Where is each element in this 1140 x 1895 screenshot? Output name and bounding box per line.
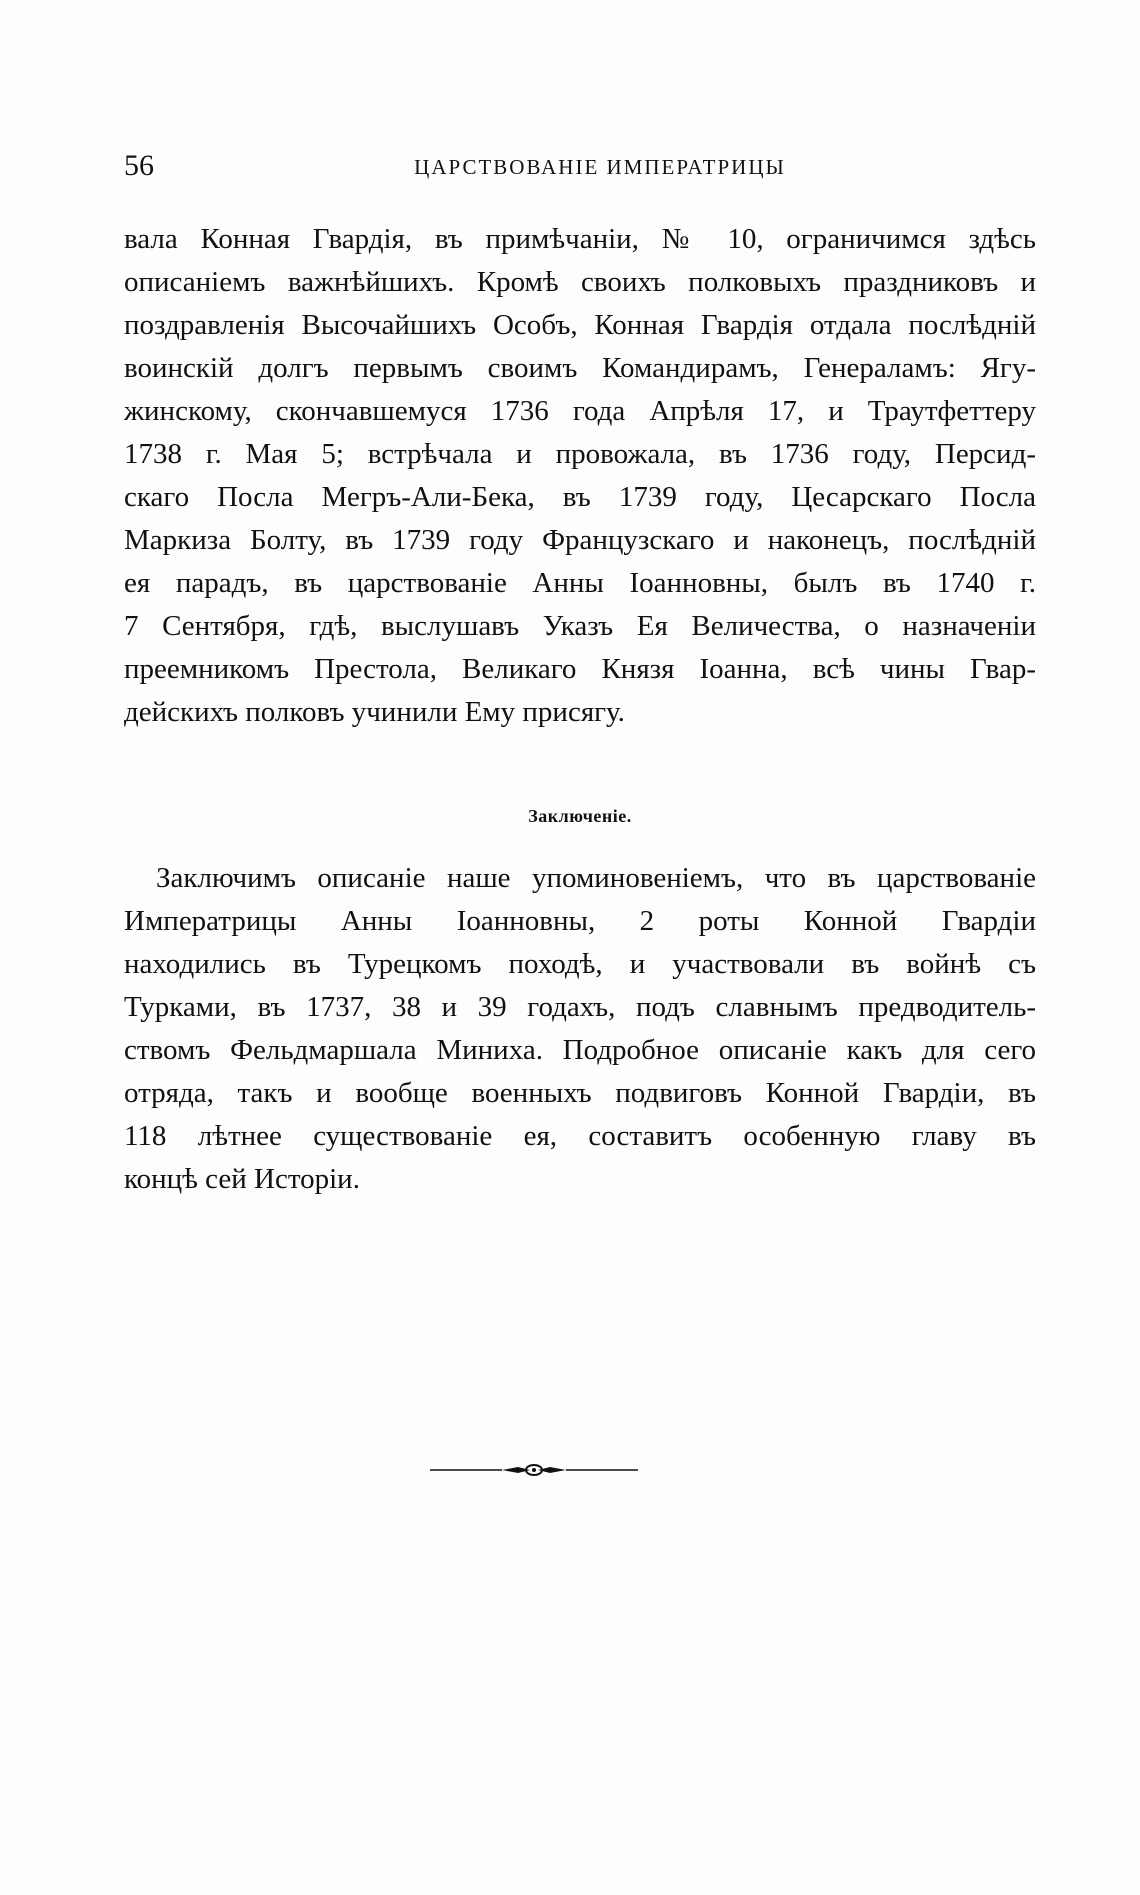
text-line: ствомъ Фельдмаршала Миниха. Подробное описаніе какъ для сего: [124, 1034, 1036, 1066]
text-line: вала Конная Гвардія, въ примѣчаніи, № 10, ограничимся здѣсь: [124, 223, 1036, 255]
paragraph-conclusion: [124, 857, 1036, 1201]
text-line: жинскому, скончавшемуся 1736 года Апрѣля 17, и Траутфеттеру: [124, 395, 1036, 427]
text-line: концѣ сей Исторіи.: [124, 1163, 360, 1195]
text-line: Турками, въ 1737, 38 и 39 годахъ, подъ славнымъ предводитель-: [124, 991, 1036, 1023]
paragraph-main: [124, 218, 1036, 734]
text-line: отряда, такъ и вообще военныхъ подвиговъ Конной Гвардіи, въ: [124, 1077, 1036, 1109]
end-of-chapter-ornament-icon: [430, 1460, 638, 1480]
running-head: [124, 146, 1036, 186]
text-line: находились въ Турецкомъ походѣ, и участвовали въ войнѣ съ: [124, 948, 1036, 980]
text-line: описаніемъ важнѣйшихъ. Кромѣ своихъ полковыхъ праздниковъ и: [124, 266, 1036, 298]
text-line: 7 Сентября, гдѣ, выслушавъ Указъ Ея Величества, о назначеніи: [124, 610, 1036, 642]
text-line: поздравленія Высочайшихъ Особъ, Конная Гвардія отдала послѣдній: [124, 309, 1036, 341]
text-line: скаго Посла Мегръ-Али-Бека, въ 1739 году, Цесарскаго Посла: [124, 481, 1036, 513]
text-line: преемникомъ Престола, Великаго Князя Іоанна, всѣ чины Гвар-: [124, 653, 1036, 685]
text-line: Императрицы Анны Іоанновны, 2 роты Конной Гвардіи: [124, 905, 1036, 937]
text-line: 118 лѣтнее существованіе ея, составитъ особенную главу въ: [124, 1120, 1036, 1152]
text-line: воинскій долгъ первымъ своимъ Командирамъ, Генераламъ: Ягу-: [124, 352, 1036, 384]
text-line: Заключимъ описаніе наше упоминовеніемъ, что въ царствованіе: [156, 862, 1036, 894]
text-line: 1738 г. Мая 5; встрѣчала и провожала, въ 1736 году, Персид-: [124, 438, 1036, 470]
text-line: ея парадъ, въ царствованіе Анны Іоанновны, былъ въ 1740 г.: [124, 567, 1036, 599]
page-number: 56: [124, 149, 154, 182]
text-line: дейскихъ полковъ учинили Ему присягу.: [124, 696, 625, 728]
text-line: Маркиза Болту, въ 1739 году Французскаго и наконецъ, послѣдній: [124, 524, 1036, 556]
section-heading: Заключеніе.: [528, 806, 632, 826]
running-title: ЦАРСТВОВАНІЕ ИМПЕРАТРИЦЫ: [414, 155, 786, 179]
